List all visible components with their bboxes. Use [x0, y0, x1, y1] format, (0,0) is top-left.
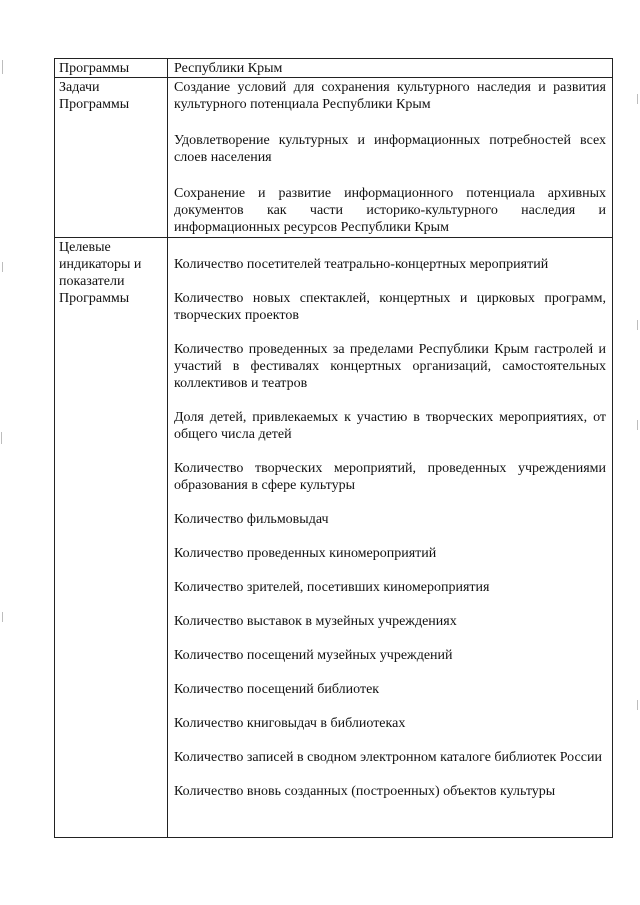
indicator-item: Количество проведенных за пределами Республики Крым гастролей и участий в фестивалях концертных организаций, самостоятельных коллективов и театров: [174, 342, 606, 391]
scan-mark: [2, 60, 3, 74]
scan-mark: [1, 432, 2, 444]
scan-mark: [637, 420, 638, 430]
task-item: Сохранение и развитие информационного потенциала архивных документов как части историко-культурного наследия и информационных ресурсов Республики Крым: [174, 186, 606, 235]
header-left-cell: Программы: [55, 59, 168, 78]
indicator-item: Количество фильмовыдач: [174, 512, 329, 527]
scan-mark: [637, 94, 638, 104]
indicators-content-cell: [168, 238, 613, 838]
task-item: Удовлетворение культурных и информационных потребностей всех слоев населения: [174, 133, 606, 165]
indicator-item: Количество посетителей театрально-концертных мероприятий: [174, 257, 549, 272]
indicators-label-line: Программы: [59, 291, 130, 306]
indicator-item: Доля детей, привлекаемых к участию в творческих мероприятиях, от общего числа детей: [174, 410, 606, 442]
indicators-label-cell: [55, 238, 168, 838]
indicators-label-line: показатели: [59, 274, 125, 289]
tasks-label-line: Программы: [59, 97, 130, 112]
scan-mark: [2, 262, 3, 272]
indicator-item: Количество записей в сводном электронном каталоге библиотек России: [174, 750, 602, 765]
indicator-item: Количество проведенных киномероприятий: [174, 546, 437, 561]
tasks-row: [55, 78, 613, 238]
indicator-item: Количество выставок в музейных учреждениях: [174, 614, 457, 629]
header-right-cell: Республики Крым: [168, 59, 613, 78]
header-row: [55, 59, 613, 78]
indicator-item: Количество книговыдач в библиотеках: [174, 716, 406, 731]
indicator-item: Количество зрителей, посетивших киномероприятия: [174, 580, 490, 595]
indicators-row: [55, 238, 613, 838]
scan-mark: [637, 320, 638, 330]
tasks-label-cell: [55, 78, 168, 238]
scan-mark: [2, 612, 3, 622]
indicator-item: Количество посещений библиотек: [174, 682, 380, 697]
tasks-label-line: Задачи: [59, 80, 100, 95]
indicator-item: Количество новых спектаклей, концертных и цирковых программ, творческих проектов: [174, 291, 606, 323]
indicator-item: Количество вновь созданных (построенных) объектов культуры: [174, 784, 556, 799]
indicators-label-line: Целевые: [59, 240, 111, 255]
program-table: [54, 58, 613, 838]
task-item: Создание условий для сохранения культурного наследия и развития культурного потенциала Республики Крым: [174, 80, 606, 112]
tasks-content-cell: [168, 78, 613, 238]
indicator-item: Количество творческих мероприятий, проведенных учреждениями образования в сфере культуры: [174, 461, 606, 493]
indicator-item: Количество посещений музейных учреждений: [174, 648, 453, 663]
scan-mark: [637, 700, 638, 710]
indicators-label-line: индикаторы и: [59, 257, 142, 272]
